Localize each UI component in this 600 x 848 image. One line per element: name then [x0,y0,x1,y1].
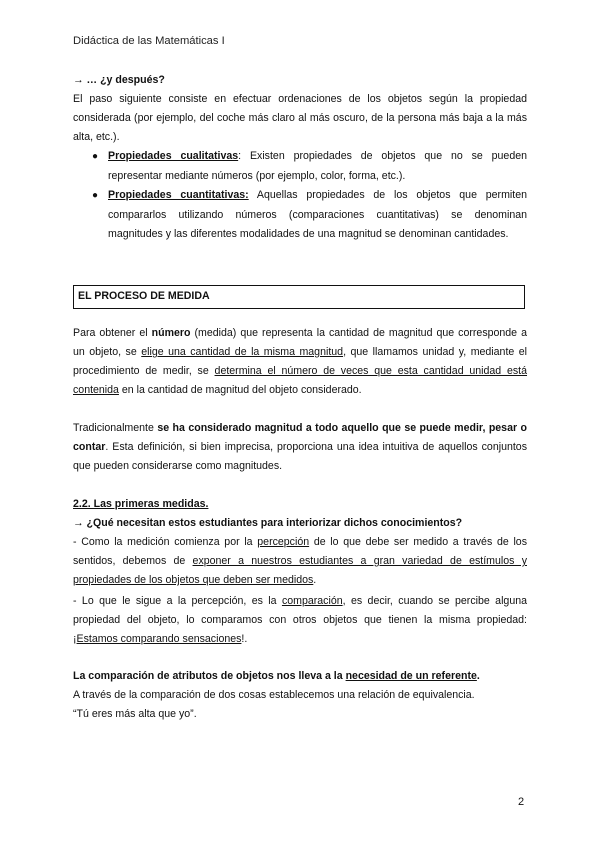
bullet-text-qualitative: Existen propiedades de objetos que no se pueden representar mediante números (por ejemplo, color, forma, etc.). [108,150,527,182]
bullet-icon: ● [92,190,99,201]
section-title: EL PROCESO DE MEDIDA [78,290,210,302]
underlined-phrase: determina el número de veces que esta cantidad unidad está contenida [73,365,528,396]
text-run: !. [241,633,248,645]
intro-paragraph: El paso siguiente consiste en efectuar ordenaciones de los objetos según la propiedad considerada (por ejemplo, del coche más claro al más oscuro, de la persona más baja a la más alta, etc.). [73,93,527,143]
text-run: en la cantidad de magnitud del objeto considerado. [118,384,362,396]
subsection-title: 2.2. Las primeras medidas. [73,498,209,510]
intro-heading: → … ¿y después? [73,74,165,86]
bold-number: número [151,327,191,339]
text-run: , es decir, cuando se percibe alguna propiedad del objeto, lo comparamos con otros objetos que tienen la misma propiedad: ¡ [73,595,527,645]
traditional-paragraph [73,419,527,476]
underlined-phrase: Estamos comparando sensaciones [76,633,242,645]
term-separator: : [238,150,242,162]
text-run: . [476,670,480,682]
closing-statement [73,667,527,686]
text-run: - Como la medición comienza por la [73,536,258,548]
closing-quote: “Tú eres más alta que yo”. [73,708,197,720]
perception-paragraph [73,533,527,590]
text-run: de lo que debe ser medido a través de los sentidos, debemos de [73,536,527,567]
text-run: , que llamamos unidad y, mediante el procedimiento de medir, se [73,346,528,377]
bold-definition: se ha considerado magnitud a todo aquello que se puede medir, pesar o contar [73,422,527,453]
subsection-question: → ¿Qué necesitan estos estudiantes para interiorizar dichos conocimientos? [73,517,463,529]
measure-paragraph [73,324,527,400]
text-run: (medida) que representa la cantidad de magnitud que corresponde a un objeto, se [73,327,527,358]
text-run: Tradicionalmente [73,422,158,434]
text-run: . [313,574,317,586]
document-header: Didáctica de las Matemáticas I [73,35,225,47]
underlined-phrase: percepción [257,536,310,548]
text-run: Para obtener el [73,327,152,339]
underlined-phrase: comparación [281,595,343,607]
text-run: - Lo que le sigue a la percepción, es la [73,595,282,607]
comparison-paragraph [73,592,527,649]
bullet-icon: ● [92,151,99,162]
bullet-qualitative [108,147,527,186]
underlined-phrase: elige una cantidad de la misma magnitud [141,346,344,358]
bullet-text-quantitative: Aquellas propiedades de los objetos que permiten compararlos utilizando números (comparaciones cuantitativas) se denominan magnitudes y las diferentes modalidades de una magnitud se denominan cantidades. [108,189,527,240]
text-run: . Esta definición, si bien imprecisa, proporciona una idea intuitiva de aquellos conjuntos que pueden considerarse como magnitudes. [73,441,527,472]
term-qualitative: Propiedades cualitativas [108,150,239,162]
page-number: 2 [518,796,525,808]
closing-line: A través de la comparación de dos cosas establecemos una relación de equivalencia. [73,689,475,701]
section-title-box [73,285,525,309]
underlined-phrase: necesidad de un referente [345,670,477,682]
bullet-quantitative [108,186,527,245]
text-run: La comparación de atributos de objetos nos lleva a la [73,670,346,682]
term-quantitative: Propiedades cuantitativas: [108,189,249,201]
underlined-phrase: exponer a nuestros estudiantes a gran variedad de estímulos y propiedades de los objetos que deben ser medidos [73,555,527,586]
